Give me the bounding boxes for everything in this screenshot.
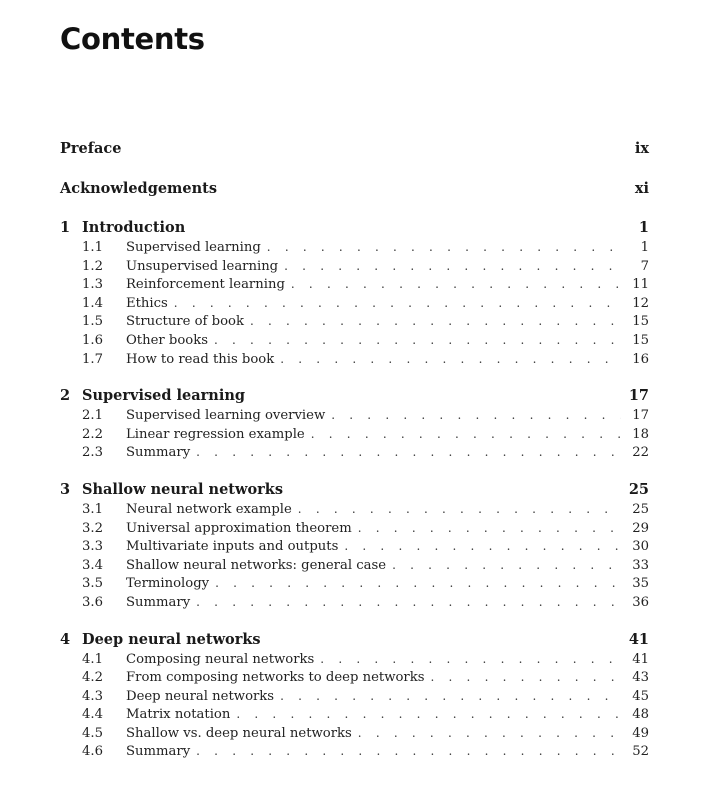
section-number: 4.5 [82,725,103,741]
toc-section-entry[interactable] [60,294,649,313]
section-title: How to read this book [126,351,275,367]
page-title: Contents [60,22,205,56]
toc-section-entry[interactable] [60,331,649,350]
chapter-title: Shallow neural networks [82,480,283,498]
section-title: Deep neural networks [126,688,275,704]
chapter-number: 1 [60,219,71,236]
section-title: Linear regression example [126,426,305,442]
section-number: 2.1 [82,408,103,424]
chapter-heading[interactable] [60,218,649,238]
section-title: Universal approximation theorem [126,520,352,536]
section-title: Supervised learning overview [126,408,326,424]
toc-section-entry[interactable] [60,312,649,331]
section-page-number: 52 [632,744,649,760]
dot-leader [311,425,621,444]
section-page-number: 7 [640,258,649,274]
section-number: 1.6 [82,332,103,348]
dot-leader [431,668,622,687]
chapter-title: Introduction [82,219,186,236]
toc-section-entry[interactable] [60,350,649,369]
toc-section-entry[interactable] [60,705,649,724]
dot-leader [358,519,621,538]
section-page-number: 48 [632,707,649,723]
dot-leader [344,537,621,556]
toc-section-entry[interactable] [60,275,649,294]
dot-leader [331,406,621,425]
dot-leader [280,687,621,706]
section-title: Shallow vs. deep neural networks [126,725,352,741]
section-title: Composing neural networks [126,651,315,667]
section-page-number: 15 [632,332,649,348]
section-number: 1.5 [82,314,103,330]
chapter-list [60,218,649,761]
section-list [60,650,649,762]
section-page-number: 45 [632,688,649,704]
dot-leader [392,556,621,575]
section-title: Structure of book [126,314,244,330]
section-number: 2.2 [82,426,103,442]
chapter-3 [60,480,649,612]
toc-entry-acknowledgements[interactable] [60,178,649,200]
chapter-heading[interactable] [60,386,649,406]
dot-leader [320,650,621,669]
toc-section-entry[interactable] [60,257,649,276]
section-page-number: 30 [632,539,649,555]
toc-section-entry[interactable] [60,519,649,538]
toc-section-entry[interactable] [60,650,649,669]
toc-section-entry[interactable] [60,425,649,444]
chapter-title: Supervised learning [82,387,246,405]
section-number: 4.6 [82,744,103,760]
section-page-number: 12 [632,295,649,311]
section-number: 4.2 [82,670,103,686]
section-page-number: 35 [632,576,649,592]
dot-leader [280,350,621,369]
toc-section-entry[interactable] [60,724,649,743]
dot-leader [174,294,621,313]
section-number: 3.6 [82,594,103,610]
section-number: 3.5 [82,576,103,592]
section-number: 3.4 [82,557,103,573]
section-page-number: 18 [632,426,649,442]
section-page-number: 22 [632,445,649,461]
section-page-number: 25 [632,501,649,517]
toc-section-entry[interactable] [60,593,649,612]
dot-leader [214,331,621,350]
dot-leader [196,742,621,761]
section-title: Ethics [126,295,168,311]
toc-section-entry[interactable] [60,574,649,593]
dot-leader [298,500,621,519]
section-list [60,500,649,612]
section-title: Summary [126,445,191,461]
section-title: From composing networks to deep networks [126,670,425,686]
section-page-number: 11 [632,277,649,293]
toc-entry-preface[interactable] [60,138,649,160]
section-title: Reinforcement learning [126,277,285,293]
section-list [60,406,649,462]
section-title: Multivariate inputs and outputs [126,539,339,555]
chapter-page-number: 25 [628,480,649,498]
section-title: Summary [126,744,191,760]
section-page-number: 15 [632,314,649,330]
section-number: 2.3 [82,445,103,461]
chapter-heading[interactable] [60,480,649,500]
section-number: 1.1 [82,240,103,255]
dot-leader [284,257,621,276]
section-title: Neural network example [126,501,292,517]
chapter-1 [60,218,649,368]
toc-section-entry[interactable] [60,238,649,257]
section-number: 3.1 [82,501,103,517]
section-page-number: 36 [632,594,649,610]
section-page-number: 17 [632,408,649,424]
toc-entry-title: Acknowledgements [60,180,218,197]
dot-leader [215,574,621,593]
toc-section-entry[interactable] [60,556,649,575]
section-title: Supervised learning [126,240,261,255]
section-number: 1.7 [82,351,103,367]
toc-entry-title: Preface [60,140,122,157]
toc-section-entry[interactable] [60,500,649,519]
chapter-title: Deep neural networks [82,630,261,648]
chapter-4 [60,630,649,762]
table-of-contents [60,138,649,761]
chapter-2 [60,386,649,462]
section-number: 4.3 [82,688,103,704]
toc-section-entry[interactable] [60,537,649,556]
section-title: Summary [126,594,191,610]
section-page-number: 33 [632,557,649,573]
chapter-heading[interactable] [60,630,649,650]
section-page-number: 43 [632,670,649,686]
toc-entry-page: ix [634,140,649,157]
section-page-number: 1 [640,240,649,255]
section-number: 1.2 [82,258,103,274]
chapter-page-number: 41 [628,630,649,648]
chapter-number: 2 [60,387,71,405]
section-number: 4.1 [82,651,103,667]
section-title: Other books [126,332,208,348]
section-title: Shallow neural networks: general case [126,557,387,573]
section-number: 1.4 [82,295,103,311]
toc-entry-page: xi [634,180,649,197]
section-title: Terminology [126,576,210,592]
section-page-number: 16 [632,351,649,367]
dot-leader [236,705,621,724]
dot-leader [196,593,621,612]
chapter-page-number: 1 [638,219,649,236]
section-title: Unsupervised learning [126,258,279,274]
section-page-number: 41 [632,651,649,667]
dot-leader [196,443,621,462]
section-number: 3.3 [82,539,103,555]
toc-section-entry[interactable] [60,668,649,687]
section-page-number: 29 [632,520,649,536]
toc-section-entry[interactable] [60,443,649,462]
section-list [60,238,649,368]
section-title: Matrix notation [126,707,231,723]
dot-leader [267,238,621,257]
toc-section-entry[interactable] [60,406,649,425]
dot-leader [358,724,621,743]
toc-section-entry[interactable] [60,687,649,706]
section-number: 4.4 [82,707,103,723]
section-number: 3.2 [82,520,103,536]
chapter-page-number: 17 [628,387,649,405]
chapter-number: 3 [60,480,71,498]
chapter-number: 4 [60,630,71,648]
toc-section-entry[interactable] [60,742,649,761]
dot-leader [291,275,621,294]
section-page-number: 49 [632,725,649,741]
section-number: 1.3 [82,277,103,293]
dot-leader [250,312,621,331]
